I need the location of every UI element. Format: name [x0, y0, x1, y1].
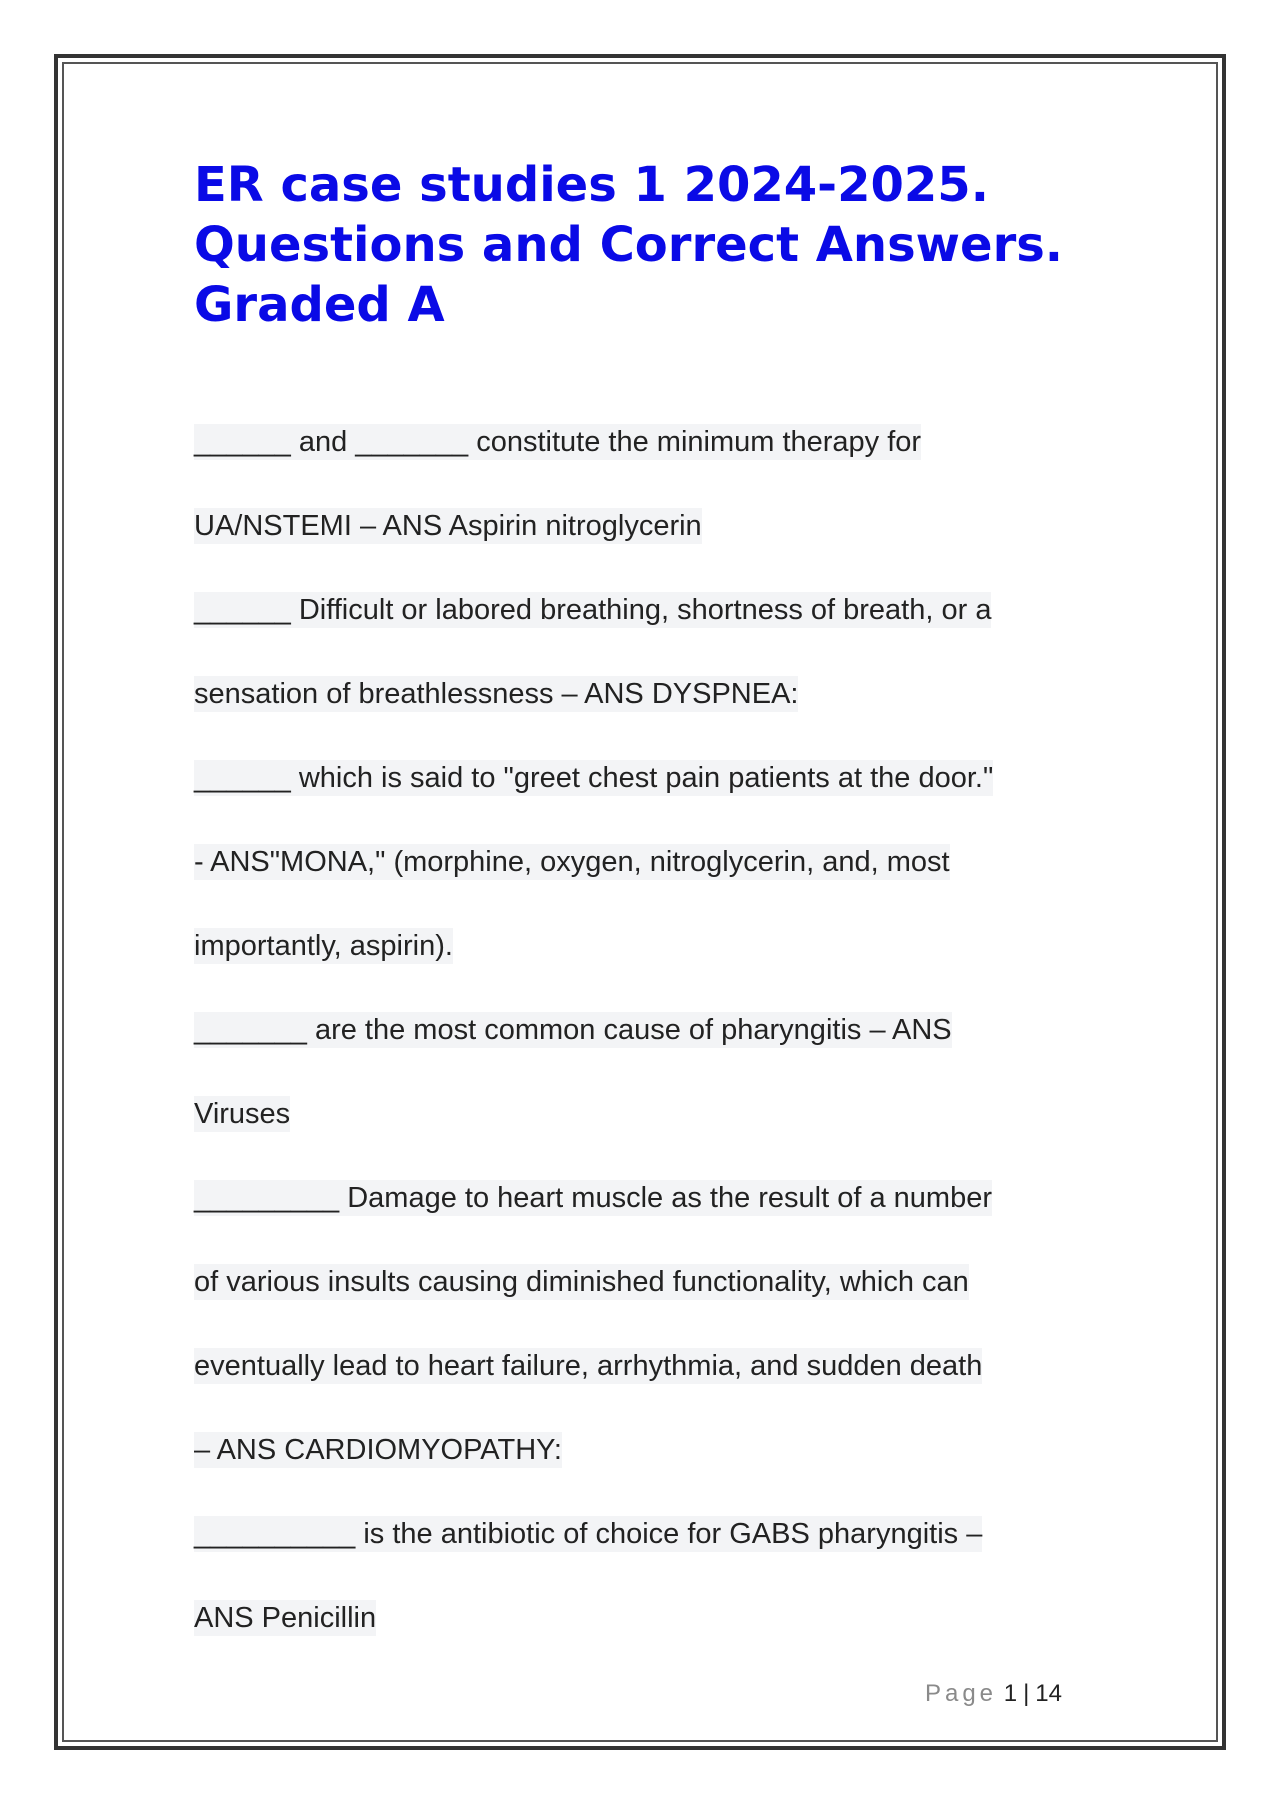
document-title: ER case studies 1 2024-2025. Questions and Correct Answers. Graded A	[194, 157, 1064, 333]
text-line-13	[194, 1428, 562, 1472]
text-line-14	[194, 1512, 982, 1556]
text-line-10-content: _________ Damage to heart muscle as the result of a number	[194, 1182, 992, 1214]
text-line-4	[194, 672, 798, 716]
text-line-15	[194, 1596, 376, 1640]
text-line-12	[194, 1344, 982, 1388]
text-line-13-content: – ANS CARDIOMYOPATHY:	[194, 1434, 562, 1466]
page-separator: |	[1023, 1680, 1030, 1707]
text-line-1-content: ______ and _______ constitute the minimum therapy for	[194, 426, 922, 458]
text-line-5-content: ______ which is said to "greet chest pain patients at the door."	[194, 762, 994, 794]
page-label: Page	[924, 1680, 998, 1707]
page-current: 1	[1003, 1680, 1018, 1707]
text-line-12-content: eventually lead to heart failure, arrhythmia, and sudden death	[194, 1350, 983, 1382]
text-line-2	[194, 504, 702, 548]
text-line-5	[194, 756, 993, 800]
text-line-9-content: Viruses	[194, 1098, 291, 1130]
text-line-7-content: importantly, aspirin).	[194, 930, 453, 962]
page-number-footer	[925, 1680, 1062, 1708]
text-line-1	[194, 420, 921, 464]
text-line-3	[194, 588, 991, 632]
text-line-6	[194, 840, 950, 884]
text-line-7	[194, 924, 453, 968]
text-line-2-content: UA/NSTEMI – ANS Aspirin nitroglycerin	[194, 510, 702, 542]
text-line-6-content: - ANS"MONA," (morphine, oxygen, nitroglycerin, and, most	[194, 846, 950, 878]
text-line-9	[194, 1092, 290, 1136]
page-total: 14	[1035, 1680, 1062, 1707]
text-line-3-content: ______ Difficult or labored breathing, shortness of breath, or a	[194, 594, 992, 626]
text-line-8-content: _______ are the most common cause of pharyngitis – ANS	[194, 1014, 952, 1046]
text-line-4-content: sensation of breathlessness – ANS DYSPNEA:	[194, 678, 799, 710]
text-line-15-content: ANS Penicillin	[194, 1602, 377, 1634]
text-line-11	[194, 1260, 969, 1304]
text-line-10	[194, 1176, 992, 1220]
text-line-14-content: __________ is the antibiotic of choice for GABS pharyngitis –	[194, 1518, 983, 1550]
text-line-8	[194, 1008, 952, 1052]
text-line-11-content: of various insults causing diminished functionality, which can	[194, 1266, 969, 1298]
